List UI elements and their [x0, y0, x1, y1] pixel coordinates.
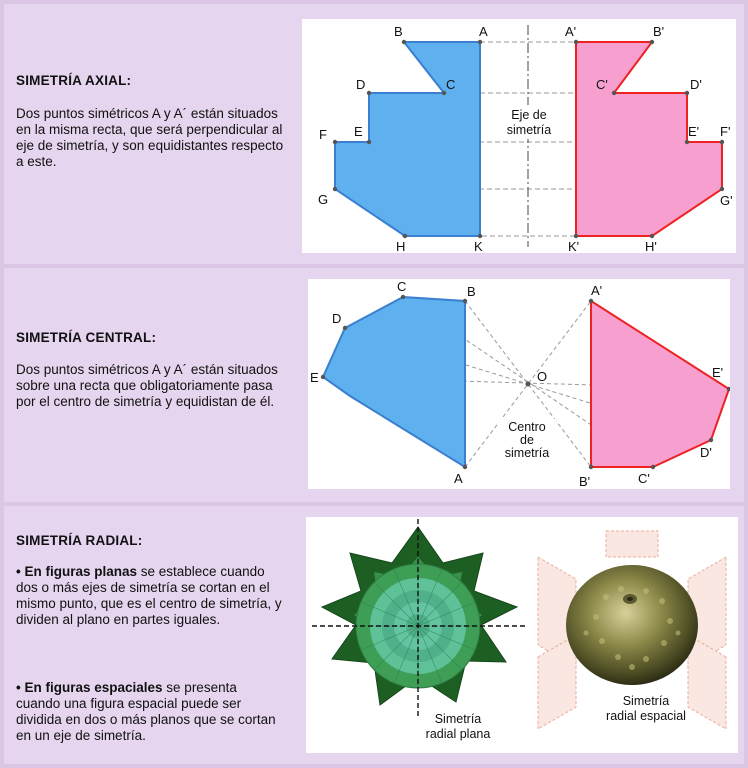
axial-diagram [302, 19, 736, 253]
axial-title: SIMETRÍA AXIAL: [16, 73, 132, 88]
axis-label-line2: simetría [506, 123, 552, 137]
center-label-line1: Centro [508, 420, 546, 434]
label-D-prime-central: D' [700, 445, 712, 460]
radial-text-cell [4, 506, 290, 764]
caption-spatial-line2: radial espacial [606, 709, 686, 723]
label-K: K [474, 239, 483, 253]
caption-planar-line2: radial plana [425, 727, 491, 741]
axial-text-cell [4, 4, 290, 264]
label-D: D [356, 77, 366, 92]
radial-spatial-text: se presenta cuando una figura espacial puede ser dividida en dos o más planos que se cortan en un eje de simetría. [16, 680, 276, 743]
label-O: O [537, 369, 548, 384]
central-diagram [308, 279, 730, 489]
label-C: C [446, 77, 456, 92]
caption-spatial-line1: Simetría [622, 694, 670, 708]
central-description: Dos puntos simétricos A y A´ están situados sobre una recta que obligatoriamente pasa por el centro de simetría y equidistan de él. [16, 362, 278, 409]
label-A-prime: A' [565, 24, 577, 39]
label-H-prime: H' [645, 239, 657, 253]
label-D-prime: D' [690, 77, 702, 92]
label-G-prime: G' [720, 193, 733, 208]
label-A: A [479, 24, 488, 39]
central-text-cell [4, 268, 290, 502]
central-diagram-panel [308, 279, 730, 489]
label-D-central: D [332, 311, 342, 326]
label-C-prime-central: C' [638, 471, 650, 486]
label-B: B [394, 24, 403, 39]
axial-description: Dos puntos simétricos A y A´ están situados en la misma recta, que será perpendicular al eje de simetría, y son equidistantes respecto a este. [16, 106, 284, 169]
label-B-prime: B' [653, 24, 665, 39]
radial-title: SIMETRÍA RADIAL: [16, 533, 143, 548]
label-B-prime-central: B' [579, 474, 591, 489]
central-reflected-shape [591, 301, 729, 467]
center-label-line3: simetría [504, 446, 550, 460]
axis-label-line1: Eje de [511, 108, 547, 122]
radial-image-cell [294, 506, 744, 764]
radial-image-panel [306, 517, 738, 753]
label-C-prime: C' [596, 77, 608, 92]
radial-spatial-heading: • En figuras espaciales [16, 680, 163, 695]
radial-planar-paragraph [16, 564, 284, 628]
radial-plane-star [312, 519, 526, 717]
row-central [4, 268, 744, 502]
label-H: H [396, 239, 406, 253]
label-B-central: B [467, 284, 476, 299]
label-F: F [319, 127, 327, 142]
label-A-central: A [454, 471, 463, 486]
caption-planar-line1: Simetría [434, 712, 482, 726]
central-image-cell [294, 268, 744, 502]
axial-original-shape [335, 42, 480, 236]
label-C-central: C [397, 279, 407, 294]
central-title: SIMETRÍA CENTRAL: [16, 330, 157, 345]
label-A-prime-central: A' [591, 283, 603, 298]
label-E-prime-central: E' [712, 365, 724, 380]
center-point-O [526, 382, 531, 387]
label-E-central: E [310, 370, 319, 385]
row-axial [4, 4, 744, 264]
radial-illustration [306, 517, 738, 753]
label-G: G [318, 192, 329, 207]
axial-diagram-panel [302, 19, 736, 253]
axial-reflected-shape [576, 42, 722, 236]
label-K-prime: K' [568, 239, 580, 253]
label-E: E [354, 124, 363, 139]
radial-planar-heading: • En figuras planas [16, 564, 138, 579]
label-E-prime: E' [688, 124, 700, 139]
label-F-prime: F' [720, 124, 731, 139]
center-label-line2: de [520, 433, 534, 447]
radial-spatial-paragraph [16, 680, 284, 744]
central-original-shape [323, 297, 465, 467]
row-radial [4, 506, 744, 764]
axial-image-cell [294, 4, 744, 264]
radial-planar-text: se establece cuando dos o más ejes de simetría se cortan en el mismo punto, que es el centro de simetría, y dividen al plano en partes iguales. [16, 564, 282, 627]
